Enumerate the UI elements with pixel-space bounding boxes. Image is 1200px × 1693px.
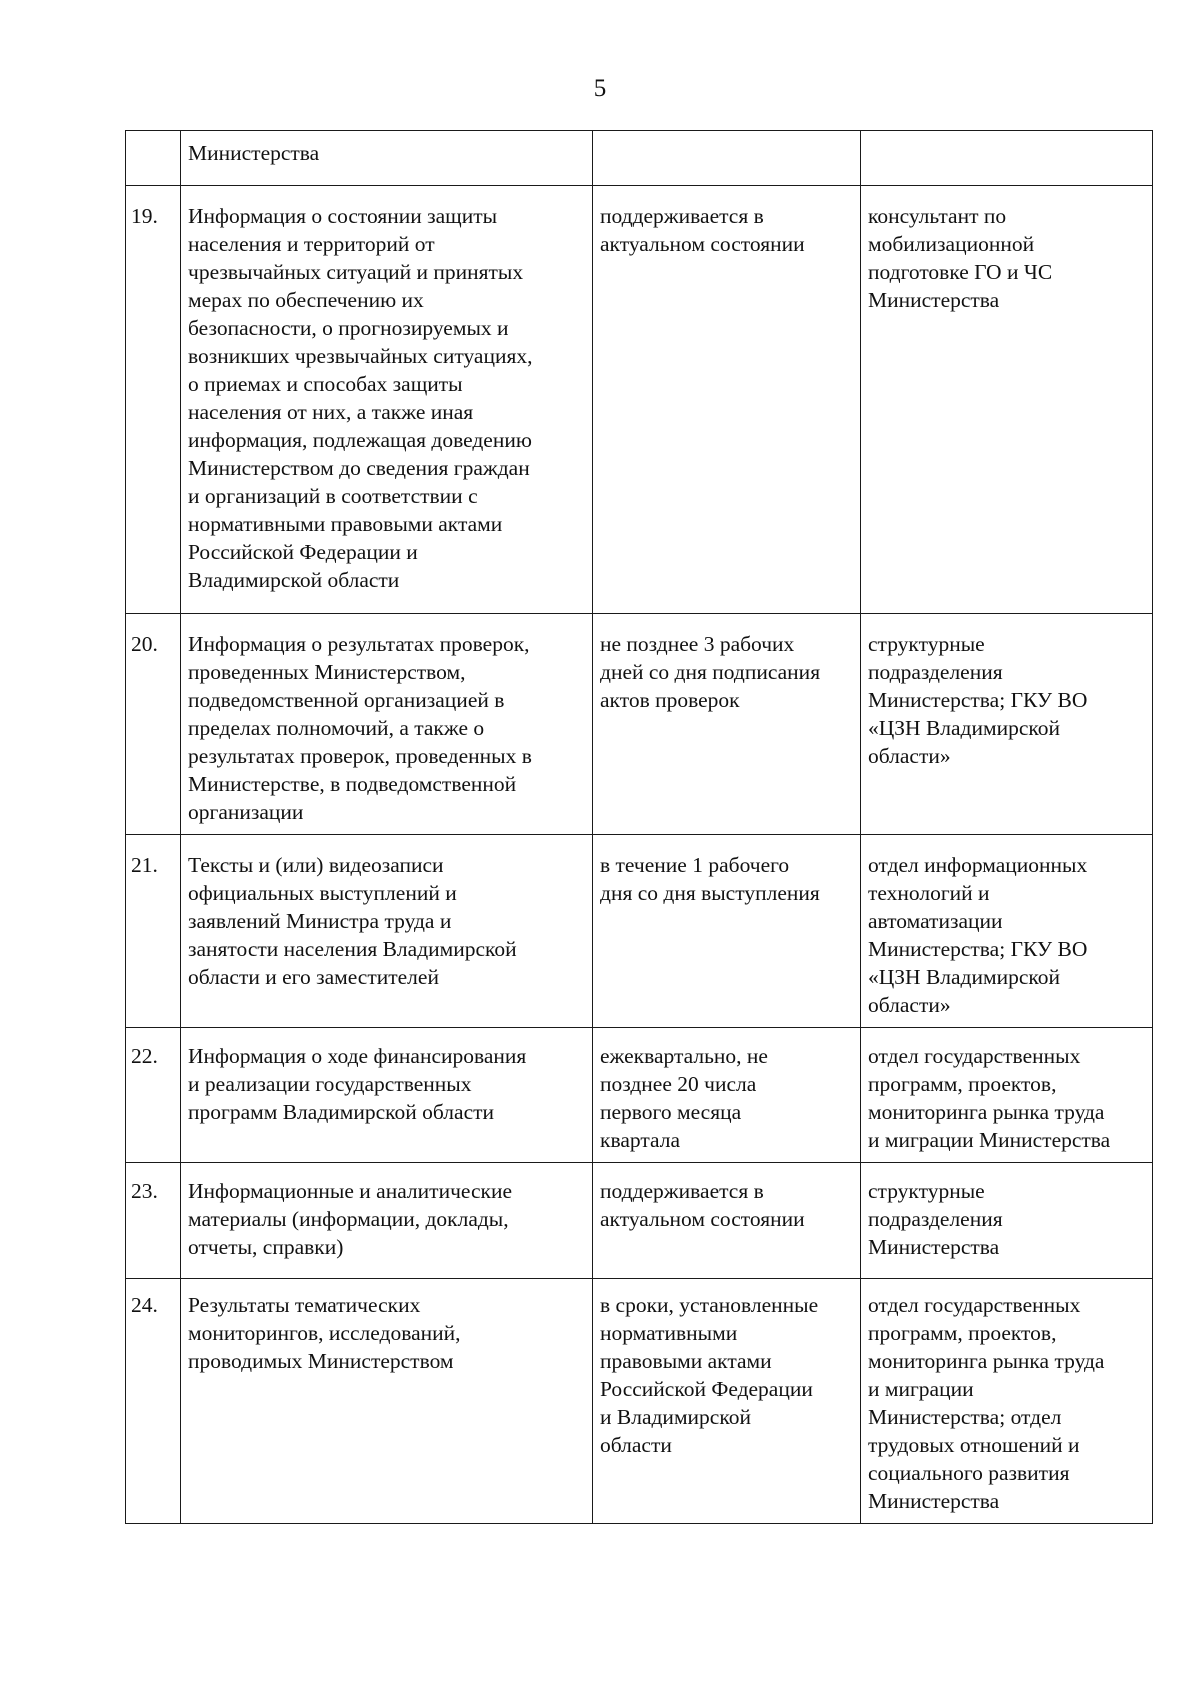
info-cell: Министерства xyxy=(181,131,593,186)
row-number-cell: 24. xyxy=(126,1279,181,1524)
deadline-cell: ежеквартально, не позднее 20 числа первого месяца квартала xyxy=(593,1028,861,1163)
table-row xyxy=(126,614,1153,835)
information-table xyxy=(125,130,1153,1524)
deadline-cell: в сроки, установленные нормативными правовыми актами Российской Федерации и Владимирской области xyxy=(593,1279,861,1524)
row-number-cell: 19. xyxy=(126,186,181,614)
responsible-cell: структурные подразделения Министерства; ГКУ ВО «ЦЗН Владимирской области» xyxy=(861,614,1153,835)
row-number-cell: 23. xyxy=(126,1163,181,1279)
table-row-continuation xyxy=(126,131,1153,186)
info-cell: Результаты тематических мониторингов, исследований, проводимых Министерством xyxy=(181,1279,593,1524)
responsible-cell: отдел государственных программ, проектов, мониторинга рынка труда и миграции Министерства xyxy=(861,1028,1153,1163)
info-cell: Информация о состоянии защиты населения и территорий от чрезвычайных ситуаций и принятых мерах по обеспечению их безопасности, о прогнозируемых и возникших чрезвычайных ситуациях, о приемах и способах защиты населения от них, а также иная информация, подлежащая доведению Министерством до сведения граждан и организаций в соответствии с нормативными правовыми актами Российской Федерации и Владимирской области xyxy=(181,186,593,614)
deadline-cell: не позднее 3 рабочих дней со дня подписания актов проверок xyxy=(593,614,861,835)
row-number-cell: 21. xyxy=(126,835,181,1028)
row-number-cell: 22. xyxy=(126,1028,181,1163)
table-row xyxy=(126,186,1153,614)
deadline-cell: поддерживается в актуальном состоянии xyxy=(593,1163,861,1279)
table-row xyxy=(126,1279,1153,1524)
responsible-cell: консультант по мобилизационной подготовке ГО и ЧС Министерства xyxy=(861,186,1153,614)
responsible-cell: отдел государственных программ, проектов, мониторинга рынка труда и миграции Министерства; отдел трудовых отношений и социального развития Министерства xyxy=(861,1279,1153,1524)
info-cell: Информация о результатах проверок, проведенных Министерством, подведомственной организацией в пределах полномочий, а также о результатах проверок, проведенных в Министерстве, в подведомственной организации xyxy=(181,614,593,835)
responsible-cell: структурные подразделения Министерства xyxy=(861,1163,1153,1279)
table-row xyxy=(126,1163,1153,1279)
responsible-cell xyxy=(861,131,1153,186)
row-number-cell: 20. xyxy=(126,614,181,835)
table-row xyxy=(126,835,1153,1028)
page-number: 5 xyxy=(593,75,607,102)
info-cell: Тексты и (или) видеозаписи официальных выступлений и заявлений Министра труда и занятости населения Владимирской области и его заместителей xyxy=(181,835,593,1028)
info-cell: Информационные и аналитические материалы (информации, доклады, отчеты, справки) xyxy=(181,1163,593,1279)
responsible-cell: отдел информационных технологий и автоматизации Министерства; ГКУ ВО «ЦЗН Владимирской области» xyxy=(861,835,1153,1028)
info-cell: Информация о ходе финансирования и реализации государственных программ Владимирской области xyxy=(181,1028,593,1163)
deadline-cell: поддерживается в актуальном состоянии xyxy=(593,186,861,614)
table-row xyxy=(126,1028,1153,1163)
row-number-cell xyxy=(126,131,181,186)
deadline-cell: в течение 1 рабочего дня со дня выступления xyxy=(593,835,861,1028)
deadline-cell xyxy=(593,131,861,186)
